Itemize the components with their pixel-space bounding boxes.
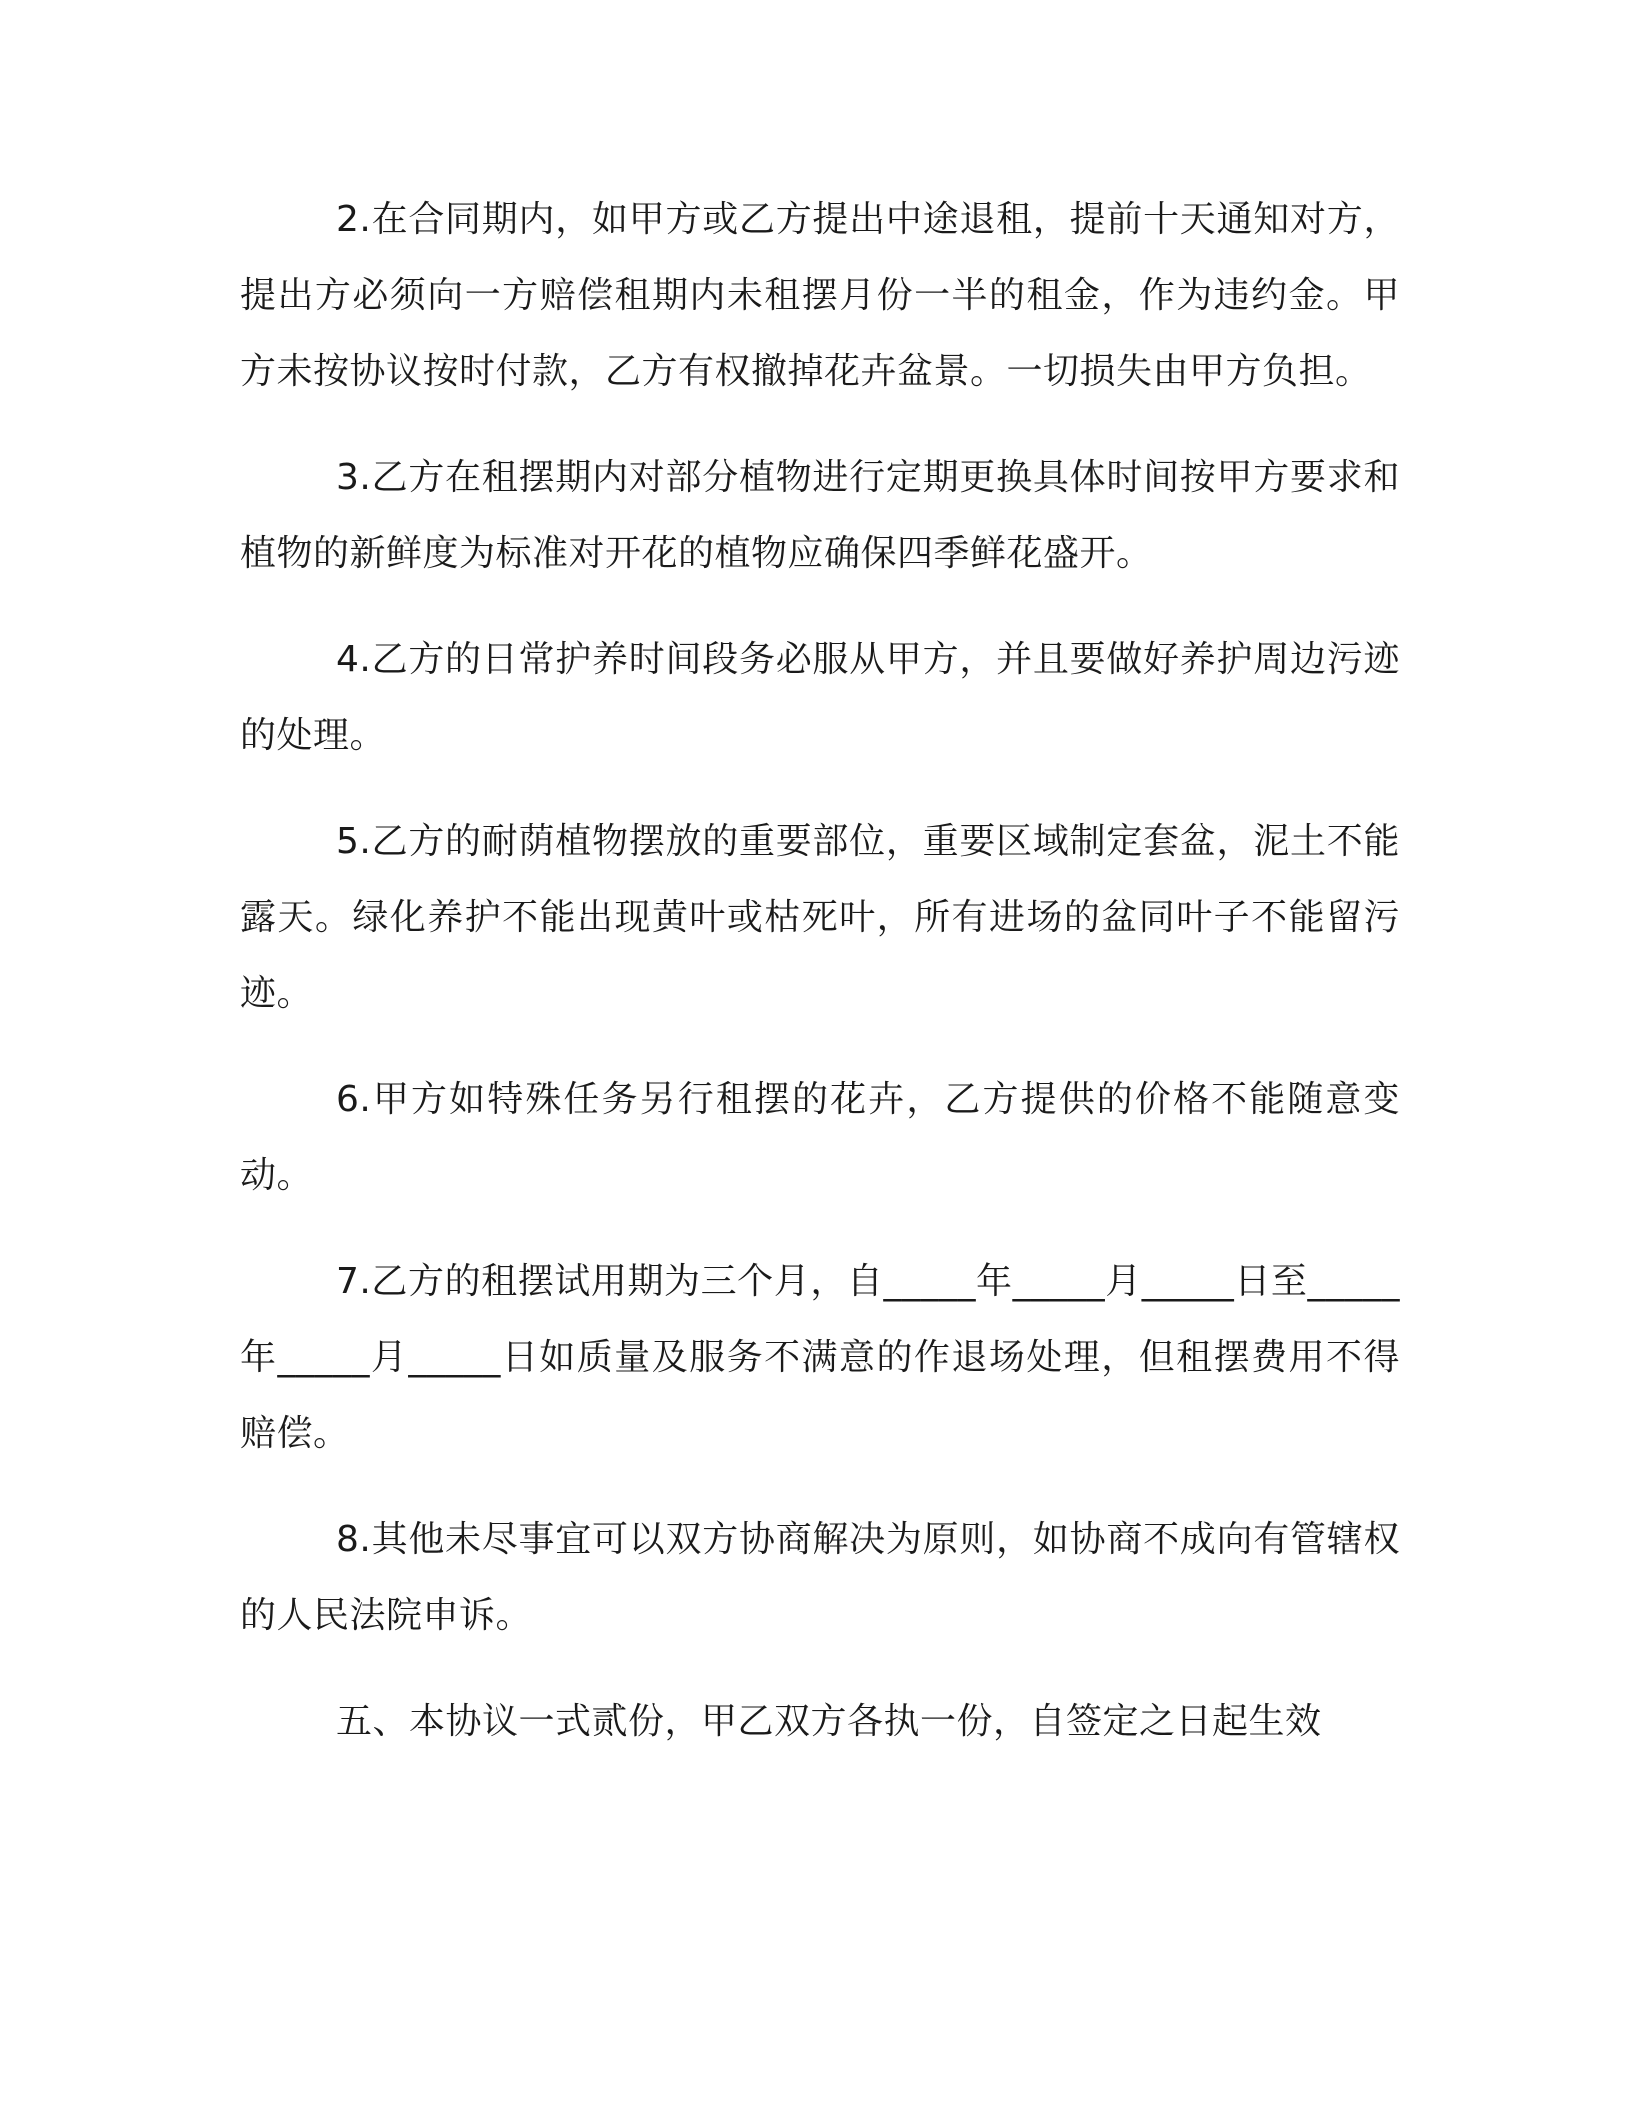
- clause-2-paragraph: 2.在合同期内，如甲方或乙方提出中途退租，提前十天通知对方，提出方必须向一方赔偿租期内未租摆月份一半的租金，作为违约金。甲方未按协议按时付款，乙方有权撤掉花卉盆景。一切损失由甲方负担。: [240, 199, 1400, 392]
- clause-7-paragraph: 7.乙方的租摆试用期为三个月，自_____年_____月_____日至_____年_____月_____日如质量及服务不满意的作退场处理，但租摆费用不得赔偿。: [240, 1261, 1400, 1454]
- clause-8-paragraph: 8.其他未尽事宜可以双方协商解决为原则，如协商不成向有管辖权的人民法院申诉。: [240, 1519, 1400, 1636]
- clause-6-paragraph: 6.甲方如特殊任务另行租摆的花卉，乙方提供的价格不能随意变动。: [240, 1079, 1400, 1196]
- document-body: [240, 182, 1400, 1760]
- section-5-paragraph: 五、本协议一式贰份，甲乙双方各执一份，自签定之日起生效: [336, 1701, 1322, 1742]
- clause-5-paragraph: 5.乙方的耐荫植物摆放的重要部位，重要区域制定套盆，泥土不能露天。绿化养护不能出现黄叶或枯死叶，所有进场的盆同叶子不能留污迹。: [240, 821, 1400, 1014]
- clause-4-paragraph: 4.乙方的日常护养时间段务必服从甲方，并且要做好养护周边污迹的处理。: [240, 639, 1400, 756]
- clause-3-paragraph: 3.乙方在租摆期内对部分植物进行定期更换具体时间按甲方要求和植物的新鲜度为标准对开花的植物应确保四季鲜花盛开。: [240, 457, 1400, 574]
